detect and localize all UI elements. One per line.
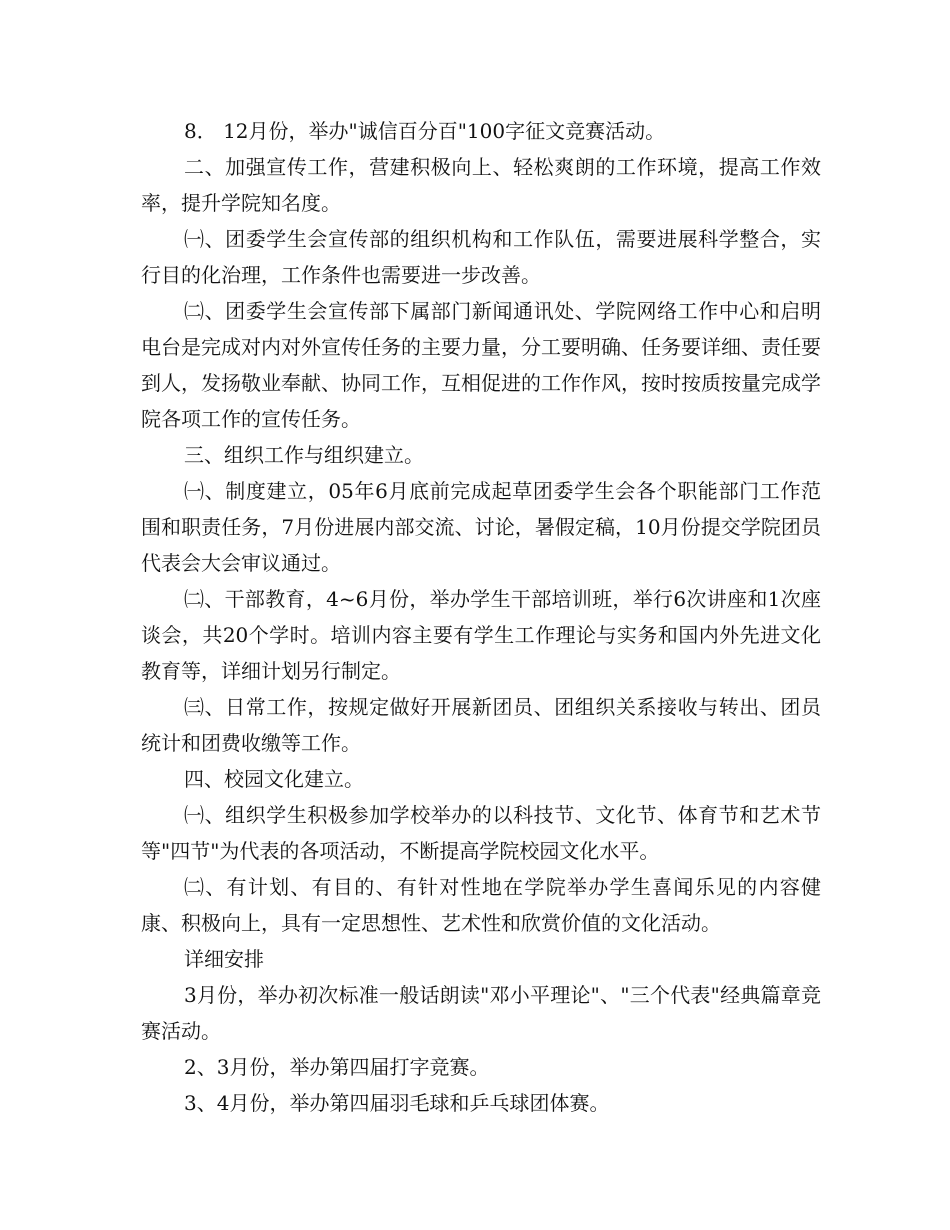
paragraph: ㈠、制度建立，05年6月底前完成起草团委学生会各个职能部门工作范围和职责任务，7月份进展内部交流、讨论，暑假定稿，10月份提交学院团员代表会大会审议通过。 <box>141 479 821 575</box>
section-heading: 三、组织工作与组织建立。 <box>184 443 424 467</box>
paragraph: ㈡、团委学生会宣传部下属部门新闻通讯处、学院网络工作中心和启明电台是完成对内对外宣传任务的主要力量，分工要明确、任务要详细、责任要到人，发扬敬业奉献、协同工作，互相促进的工作作风，按时按质按量完成学院各项工作的宣传任务。 <box>141 299 821 431</box>
list-item: 2、3月份，举办第四届打字竞赛。 <box>184 1055 490 1079</box>
paragraph: ㈡、干部教育，4~6月份，举办学生干部培训班，举行6次讲座和1次座谈会，共20个学时。培训内容主要有学生工作理论与实务和国内外先进文化教育等，详细计划另行制定。 <box>141 587 821 683</box>
paragraph: ㈡、有计划、有目的、有针对性地在学院举办学生喜闻乐见的内容健康、积极向上，具有一定思想性、艺术性和欣赏价值的文化活动。 <box>141 875 821 935</box>
section-heading: 四、校园文化建立。 <box>184 767 364 791</box>
paragraph: ㈠、组织学生积极参加学校举办的以科技节、文化节、体育节和艺术节等"四节"为代表的各项活动，不断提高学院校园文化水平。 <box>141 803 821 863</box>
subheading: 详细安排 <box>184 947 264 971</box>
paragraph: ㈢、日常工作，按规定做好开展新团员、团组织关系接收与转出、团员统计和团费收缴等工作。 <box>141 695 821 755</box>
list-item: 3、4月份，举办第四届羽毛球和乒乓球团体赛。 <box>184 1091 610 1115</box>
paragraph: ㈠、团委学生会宣传部的组织机构和工作队伍，需要进展科学整合，实行目的化治理，工作条件也需要进一步改善。 <box>141 227 821 287</box>
paragraph: 8． 12月份，举办"诚信百分百"100字征文竞赛活动。 <box>184 119 666 143</box>
section-heading: 二、加强宣传工作，营建积极向上、轻松爽朗的工作环境，提高工作效率，提升学院知名度。 <box>141 155 821 215</box>
document-body <box>141 113 821 1121</box>
list-item: 3月份，举办初次标准一般话朗读"邓小平理论"、"三个代表"经典篇章竞赛活动。 <box>141 983 821 1043</box>
